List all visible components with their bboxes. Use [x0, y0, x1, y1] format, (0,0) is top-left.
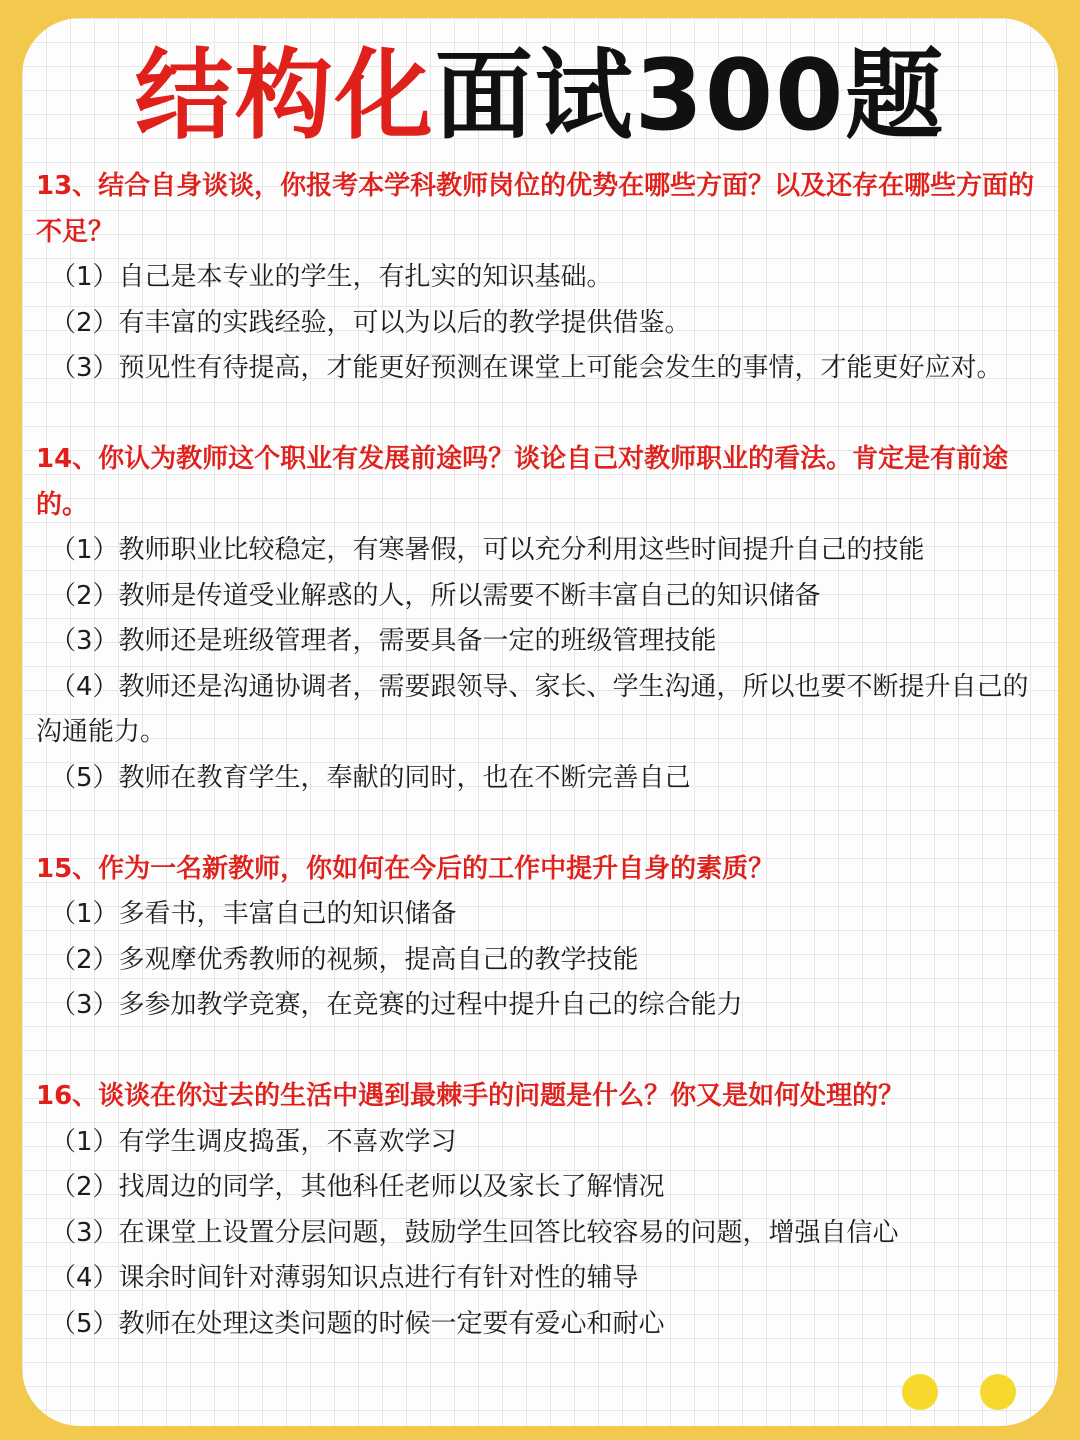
answer-item: （1）教师职业比较稳定，有寒暑假，可以充分利用这些时间提升自己的技能	[50, 535, 925, 565]
answer-item: （1）有学生调皮捣蛋，不喜欢学习	[50, 1126, 457, 1157]
grid-paper	[22, 18, 1058, 1426]
decorative-dot-icon	[902, 1374, 938, 1410]
answer-item: （2）多观摩优秀教师的视频，提高自己的教学技能	[50, 944, 639, 975]
qa-section-15	[36, 847, 1046, 1029]
answer-item: （5）教师在教育学生，奉献的同时，也在不断完善自己	[50, 762, 691, 793]
answer-item: （3）在课堂上设置分层问题，鼓励学生回答比较容易的问题，增强自信心	[50, 1217, 899, 1248]
answer-item: （3）教师还是班级管理者，需要具备一定的班级管理技能	[50, 626, 717, 656]
title-red-part: 结构化	[134, 39, 435, 153]
answer-item: （3）预见性有待提高，才能更好预测在课堂上可能会发生的事情，才能更好应对。	[50, 353, 1003, 383]
qa-section-14	[36, 437, 1046, 801]
answer-item: （5）教师在处理这类问题的时候一定要有爱心和耐心	[50, 1308, 665, 1339]
answer-item: （2）找周边的同学，其他科任老师以及家长了解情况	[50, 1172, 665, 1202]
answer-item: （4）课余时间针对薄弱知识点进行有针对性的辅导	[50, 1263, 639, 1293]
answer-item: （1）多看书，丰富自己的知识储备	[50, 899, 457, 929]
qa-section-13	[36, 164, 1046, 392]
answer-item: （2）教师是传道受业解惑的人，所以需要不断丰富自己的知识储备	[50, 580, 821, 611]
qa-section-16	[36, 1074, 1046, 1347]
answer-item: （4）教师还是沟通协调者，需要跟领导、家长、学生沟通，所以也要不断提升自己的沟通能力。	[36, 671, 1029, 747]
answer-item: （3）多参加教学竞赛，在竞赛的过程中提升自己的综合能力	[50, 990, 743, 1020]
decorative-dot-icon	[980, 1374, 1016, 1410]
question-14: 14、你认为教师这个职业有发展前途吗？谈论自己对教师职业的看法。肯定是有前途的。	[36, 444, 1009, 520]
question-13: 13、结合自身谈谈，你报考本学科教师岗位的优势在哪些方面？以及还存在哪些方面的不足？	[36, 171, 1035, 247]
page-title	[22, 36, 1058, 156]
answer-item: （1）自己是本专业的学生，有扎实的知识基础。	[50, 262, 613, 292]
question-15: 15、作为一名新教师，你如何在今后的工作中提升自身的素质？	[36, 853, 775, 884]
title-black-part: 面试300题	[434, 39, 946, 153]
question-16: 16、谈谈在你过去的生活中遇到最棘手的问题是什么？你又是如何处理的？	[36, 1081, 905, 1111]
qa-content	[36, 164, 1046, 1393]
answer-item: （2）有丰富的实践经验，可以为以后的教学提供借鉴。	[50, 307, 691, 338]
